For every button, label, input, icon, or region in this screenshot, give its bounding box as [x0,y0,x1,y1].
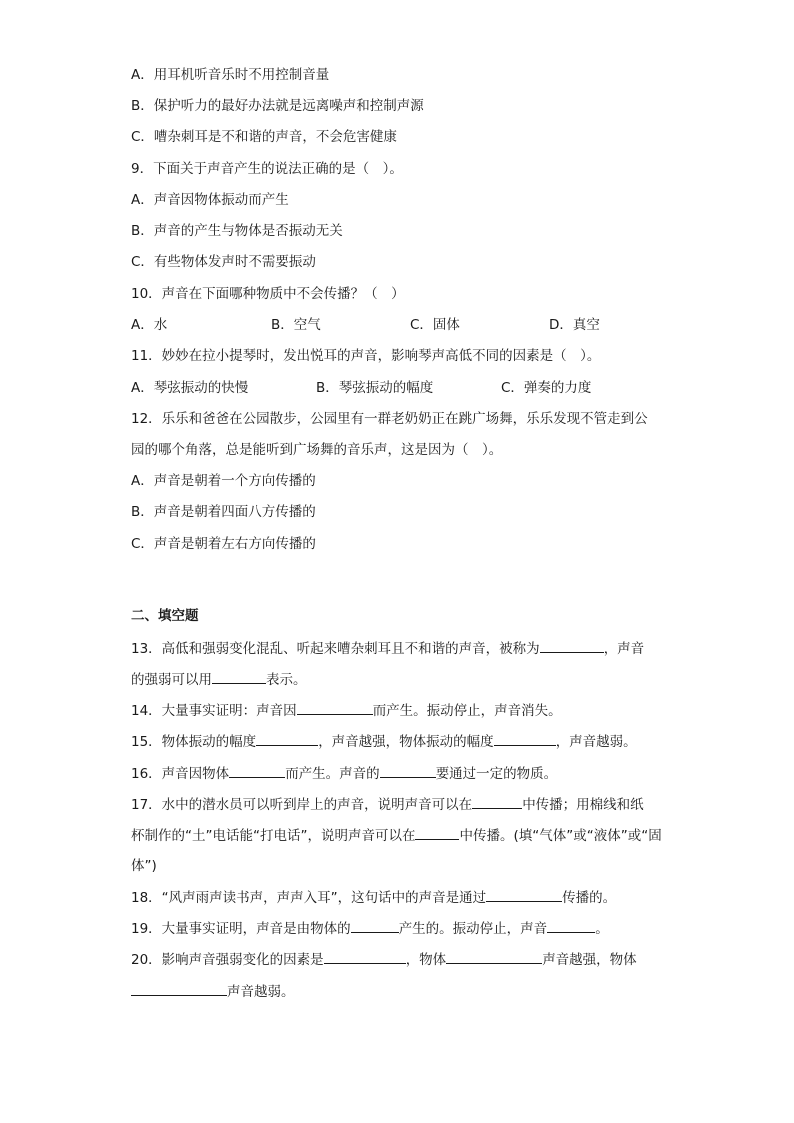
q14-text-1: 14．大量事实证明：声音因 [131,703,297,719]
q19-line [131,918,609,938]
q13-blank-1[interactable] [540,638,604,653]
q16-text-1: 16．声音因物体 [131,766,230,782]
q12-option-b: B．声音是朝着四面八方传播的 [131,504,316,520]
q10-option-d: D．真空 [549,317,600,333]
q13-text-2: ，声音 [603,641,645,657]
q13-blank-2[interactable] [212,669,266,684]
q12-option-c: C．声音是朝着左右方向传播的 [131,536,316,552]
q8-option-a: A．用耳机听音乐时不用控制音量 [131,67,330,83]
q10-options [131,315,651,335]
q17-line3: 体”) [131,858,157,874]
q17-line1 [131,794,644,814]
q11-options [131,378,651,398]
q8-option-b: B．保护听力的最好办法就是远离噪声和控制声源 [131,98,424,114]
q11-option-b: B．琴弦振动的幅度 [316,380,434,396]
q11-option-c: C．弹奏的力度 [501,380,592,396]
q16-text-3: 要通过一定的物质。 [435,766,558,782]
q13-text-3: 的强弱可以用 [131,672,212,688]
q15-line [131,731,637,751]
q20-line2 [131,981,295,1001]
q16-line [131,763,557,783]
q14-blank-1[interactable] [297,700,373,715]
q17-line2 [131,825,662,845]
q12-stem-line1: 12．乐乐和爸爸在公园散步，公园里有一群老奶奶正在跳广场舞，乐乐发现不管走到公 [131,411,648,427]
q20-blank-3[interactable] [131,981,227,996]
q15-text-2: ，声音越强，物体振动的幅度 [318,734,494,750]
q9-option-a: A．声音因物体振动而产生 [131,192,289,208]
q13-text-4: 表示。 [266,672,307,688]
q13-line2 [131,669,307,689]
q19-text-3: 。 [595,921,609,937]
q8-option-c: C．嘈杂刺耳是不和谐的声音，不会危害健康 [131,129,397,145]
q13-line1 [131,638,644,658]
q20-text-4: 声音越弱。 [227,984,295,1000]
q16-blank-1[interactable] [229,763,285,778]
q14-text-2: 而产生。振动停止，声音消失。 [372,703,562,719]
q10-stem: 10．声音在下面哪种物质中不会传播？（ ） [131,286,405,302]
q12-option-a: A．声音是朝着一个方向传播的 [131,473,316,489]
q10-option-c: C．固体 [410,317,460,333]
q13-text-1: 13．高低和强弱变化混乱、听起来嘈杂刺耳且不和谐的声音，被称为 [131,641,540,657]
q20-line1 [131,949,637,969]
q15-text-1: 15．物体振动的幅度 [131,734,257,750]
q10-option-b: B．空气 [271,317,321,333]
q20-blank-2[interactable] [446,949,542,964]
q9-option-b: B．声音的产生与物体是否振动无关 [131,223,343,239]
q16-blank-2[interactable] [380,763,436,778]
q16-text-2: 而产生。声音的 [285,766,380,782]
section-title-fill-in: 二、填空题 [131,608,199,624]
q17-text-4: 中传播。(填“气体”或“液体”或“固 [459,828,662,844]
q11-stem: 11．妙妙在拉小提琴时，发出悦耳的声音，影响琴声高低不同的因素是（ ）。 [131,348,601,364]
q9-stem: 9．下面关于声音产生的说法正确的是（ ）。 [131,161,403,177]
q19-blank-2[interactable] [547,918,595,933]
q18-blank-1[interactable] [486,887,562,902]
q20-text-2: ，物体 [405,952,447,968]
q20-text-3: 声音越强，物体 [542,952,637,968]
q14-line [131,700,562,720]
q10-option-a: A．水 [131,317,168,333]
q15-blank-1[interactable] [256,731,318,746]
q15-text-3: ，声音越弱。 [555,734,637,750]
q17-text-1: 17．水中的潜水员可以听到岸上的声音，说明声音可以在 [131,797,473,813]
q9-option-c: C．有些物体发声时不需要振动 [131,254,316,270]
q19-text-1: 19．大量事实证明，声音是由物体的 [131,921,351,937]
q20-blank-1[interactable] [324,949,406,964]
q17-blank-2[interactable] [415,825,459,840]
q15-blank-2[interactable] [494,731,556,746]
q19-text-2: 产生的。振动停止，声音 [398,921,548,937]
q17-blank-1[interactable] [472,794,522,809]
q18-text-2: 传播的。 [562,890,617,906]
q20-text-1: 20．影响声音强弱变化的因素是 [131,952,324,968]
q12-stem-line2: 园的哪个角落，总是能听到广场舞的音乐声，这是因为（ ）。 [131,442,503,458]
q17-text-2: 中传播；用棉线和纸 [522,797,644,813]
q18-line [131,887,616,907]
q11-option-a: A．琴弦振动的快慢 [131,380,249,396]
q19-blank-1[interactable] [351,918,399,933]
q18-text-1: 18．“风声雨声读书声，声声入耳”，这句话中的声音是通过 [131,890,487,906]
q17-text-3: 杯制作的“土”电话能“打电话”，说明声音可以在 [131,828,416,844]
